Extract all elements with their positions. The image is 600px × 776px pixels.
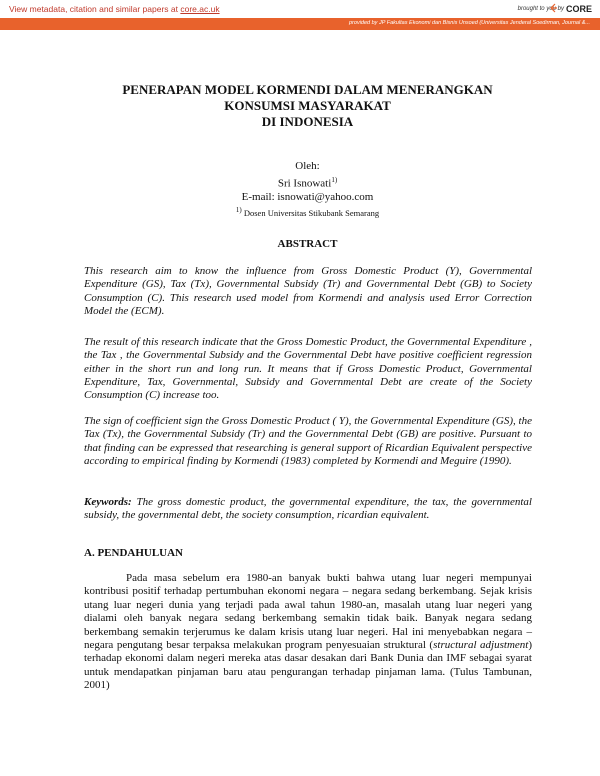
- affiliation: Dosen Universitas Stikubank Semarang: [241, 207, 380, 218]
- keywords-label: Keywords:: [84, 496, 132, 508]
- core-label[interactable]: CORE: [565, 4, 592, 14]
- brought-to-you-text: brought to you by: [517, 6, 564, 12]
- abstract-paragraph-2: The result of this research indicate that the Gross Domestic Product, the Governmental Expenditure , the Tax , the Governmental Subsidy and the Governmental Debt have positive coefficient regression either in the short run and long run. It means that if Gross Domestic Product, Governmental Expenditure, Tax, Governmental, Subsidy and Governmental Debt are create of the Society Consumption (C) increase too.: [84, 336, 532, 402]
- intro-text-end: ) terhadap ekonomi dalam negeri mereka atas dasar desakan dari Bank Dunia dan IMF sebagai syarat untuk mendapatkan pinjaman baru atau pengurangan terhadap pinjaman lama. (Tulus Tambunan, 2001): [84, 639, 533, 692]
- section-heading: A. PENDAHULUAN: [84, 547, 183, 559]
- author-name-line: [0, 174, 600, 191]
- keywords-text: The gross domestic product, the governmental expenditure, the tax, the governmental subsidy, the governmental debt, the society consumption, ricardian equivalent.: [84, 496, 532, 522]
- title-line-3: DI INDONESIA: [261, 114, 354, 129]
- paper-title: [0, 82, 600, 130]
- title-line-1: PENERAPAN MODEL KORMENDI DALAM MENERANGKAN: [122, 82, 493, 97]
- affiliation-superscript: 1): [235, 206, 242, 215]
- oleh-label: Oleh:: [295, 160, 320, 172]
- view-metadata-text: View metadata, citation and similar papers at: [9, 4, 181, 14]
- provided-by-text[interactable]: provided by JP Fakultas Ekonomi dan Bisnis Unsoed (Universitas Jenderal Soedirman, Journal &...: [349, 20, 590, 26]
- view-metadata-link[interactable]: [9, 4, 220, 14]
- abstract-paragraph-1: This research aim to know the influence from Gross Domestic Product (Y), Governmental Expenditure (GS), Tax (Tx), Governmental Subsidy (Tr) and Governmental Debt (GB) to Society Consumption (C). This research used model from Kormendi and analysis used Error Correction Model the (ECM).: [84, 265, 532, 317]
- core-ac-uk-link[interactable]: core.ac.uk: [180, 4, 220, 14]
- intro-text-start: Pada masa sebelum era 1980-an banyak bukti bahwa utang luar negeri mempunyai kontribusi positif terhadap pertumbuhan ekonomi negara – negara sedang berkembang. Sejak krisis utang luar negeri dunia yang terjadi pada awal tahun 1980-an, masalah utang luar negeri yang dialami oleh banyak negara sedang berkembang semakin tidak baik. Banyak negara sedang berkembang semakin terjerumus ke dalam krisis utang luar negeri. Hal ini menyebabkan negara – negara pengutang besar terpaksa melakukan program penyesuaian struktural (: [84, 572, 532, 652]
- author-name: Sri Isnowati: [277, 177, 332, 190]
- author-superscript: 1): [331, 175, 338, 184]
- title-line-2: KONSUMSI MASYARAKAT: [224, 98, 391, 113]
- affiliation-line: [0, 204, 600, 220]
- keywords-paragraph: [84, 496, 532, 523]
- abstract-heading: ABSTRACT: [277, 238, 338, 250]
- abstract-paragraph-3: The sign of coefficient sign the Gross Domestic Product ( Y), the Governmental Expenditure (GS), the Tax (Tx), the Governmental Subsidy (Tr) and the Governmental Debt (GB) are positive. Pursuant to that finding can be expressed that researching is general support of Ricardian Equivalent perspective according to empirical finding by Kormendi (1983) completed by Kormendi and Meguire (1990).: [84, 415, 532, 467]
- top-banner: [0, 0, 600, 18]
- author-block: [0, 160, 600, 220]
- intro-italic-term: structural adjustment: [433, 639, 529, 652]
- intro-paragraph: [84, 572, 532, 693]
- provided-by-bar: [0, 18, 600, 30]
- author-email: E-mail: isnowati@yahoo.com: [241, 190, 374, 203]
